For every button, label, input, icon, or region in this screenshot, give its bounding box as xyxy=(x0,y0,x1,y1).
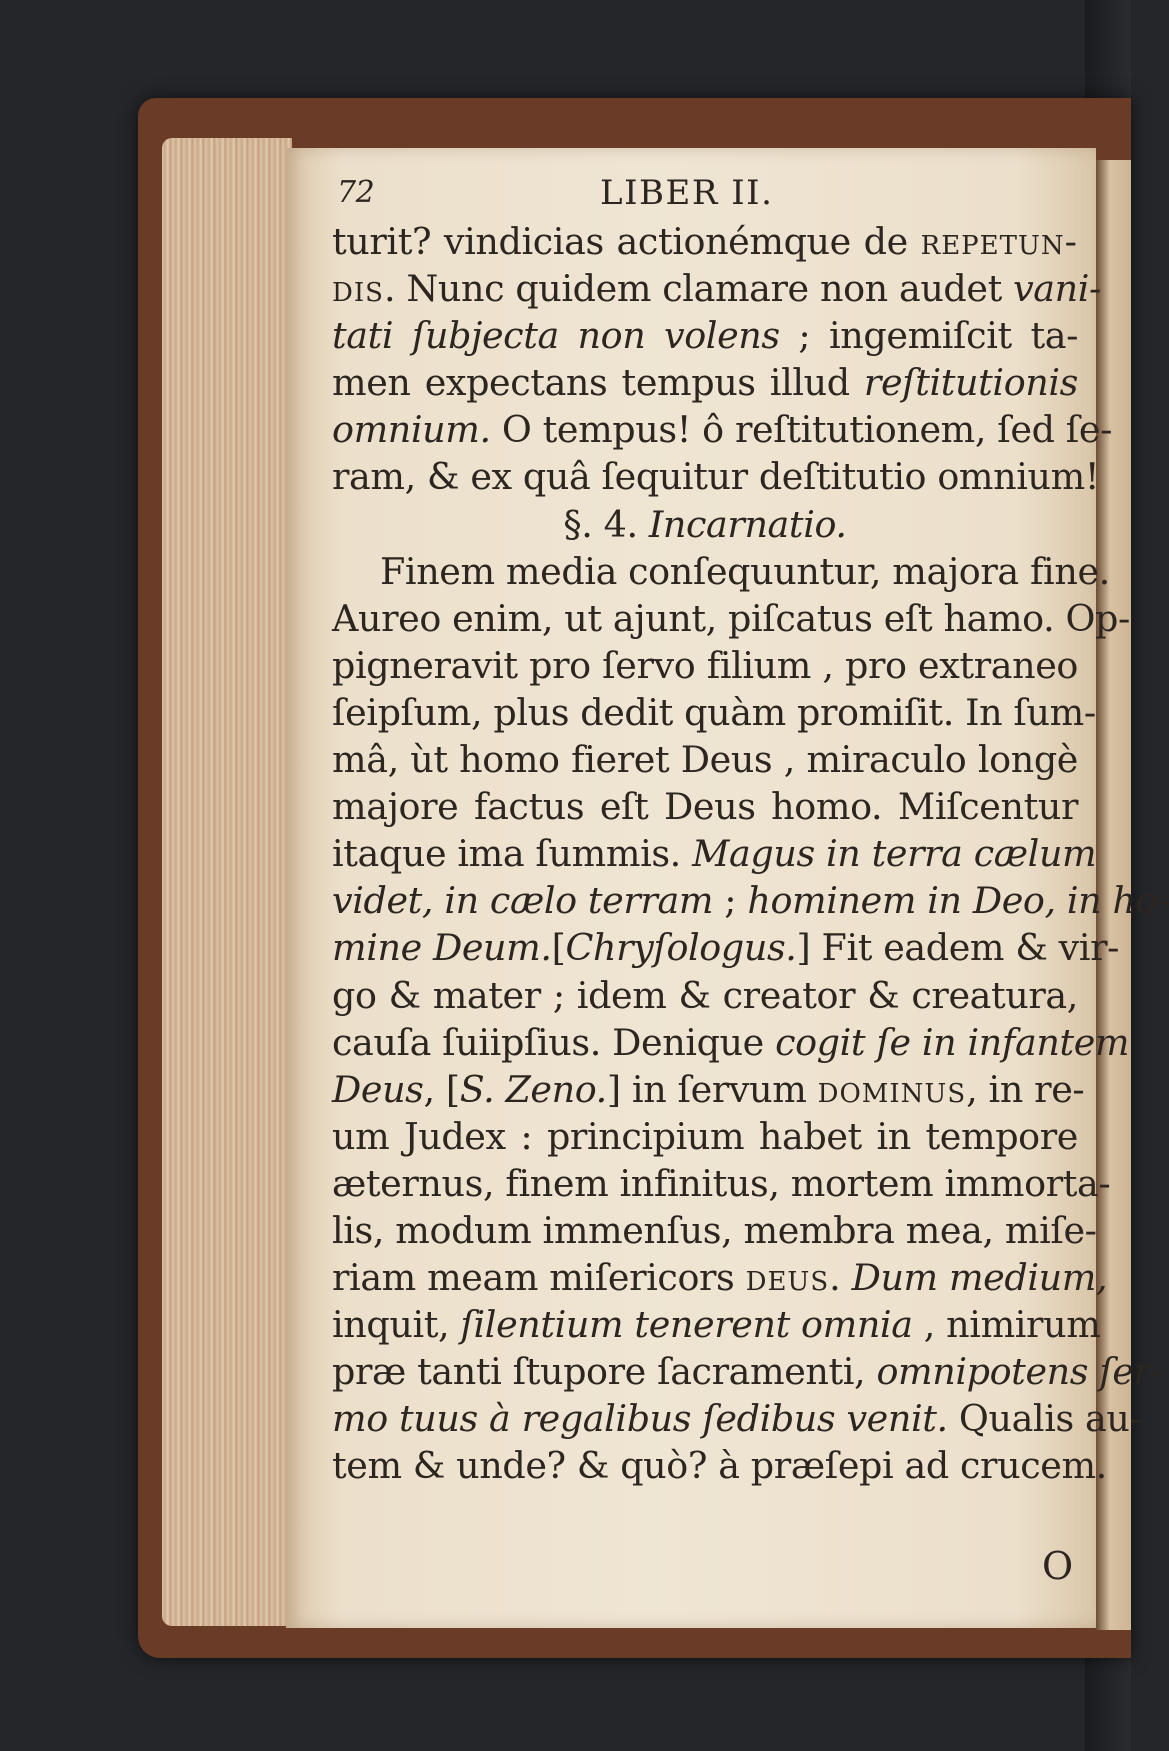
text-line xyxy=(332,924,1120,971)
text-run: ; xyxy=(713,879,748,923)
text-run: men expectans tempus illud xyxy=(332,361,864,405)
text-run: tati ſubjecta non volens xyxy=(332,314,780,358)
section-title: Incarnatio. xyxy=(648,502,847,546)
text-run: cogit ſe in infantem xyxy=(775,1020,1130,1064)
text-line xyxy=(332,1019,1130,1066)
text-run: ram, & ex quâ ſequitur deſtitutio omnium! xyxy=(332,455,1100,499)
text-run: dominus xyxy=(817,1067,967,1111)
section-heading xyxy=(332,501,1078,548)
text-run: Deus xyxy=(332,1067,424,1111)
text-run: ; ingemiſcit ta- xyxy=(779,314,1079,358)
text-run: S. Zeno. xyxy=(459,1067,607,1111)
text-line xyxy=(332,218,1078,265)
text-run: omnium. xyxy=(332,408,491,452)
text-run: [ xyxy=(551,926,566,970)
text-line xyxy=(332,736,1078,783)
text-line xyxy=(332,783,1078,830)
text-run: . xyxy=(829,1256,852,1300)
text-line xyxy=(332,1348,1163,1395)
text-line xyxy=(332,972,1078,1019)
text-run: deus xyxy=(745,1256,830,1300)
text-run: majore factus eſt Deus homo. Miſcentur xyxy=(332,785,1078,829)
text-run: turit? vindicias actionémque de xyxy=(332,220,921,263)
text-run: reſtitutionis xyxy=(863,361,1078,405)
text-line xyxy=(332,1395,1142,1442)
text-run: pigneravit pro ſervo filium , pro extraneo xyxy=(332,643,1078,687)
text-line xyxy=(332,1442,1107,1489)
text-line xyxy=(332,312,1078,359)
text-line xyxy=(332,359,1078,406)
text-run: cauſa ſuiipſius. Denique xyxy=(332,1020,776,1064)
text-line xyxy=(332,642,1078,689)
text-run: lis, modum immenſus, membra mea, miſe- xyxy=(332,1208,1097,1252)
text-line xyxy=(332,830,1097,877)
text-run: Aureo enim, ut ajunt, piſcatus eſt hamo. Op- xyxy=(332,596,1130,640)
text-line xyxy=(332,877,1169,924)
text-run: , nimirum xyxy=(912,1303,1101,1347)
page-text-block xyxy=(332,168,1169,1490)
text-run: dis xyxy=(332,267,384,311)
text-run: videt, in cælo terram xyxy=(332,879,714,923)
text-line xyxy=(332,1160,1111,1207)
text-run: , in re- xyxy=(966,1067,1085,1111)
text-line xyxy=(332,548,1110,595)
text-run: go & mater ; idem & creator & creatura, xyxy=(332,973,1078,1017)
text-run: repetun- xyxy=(920,220,1078,263)
text-run: Dum medium, xyxy=(851,1256,1108,1300)
text-run: , [ xyxy=(423,1067,460,1111)
text-run: . Nunc quidem clamare non audet xyxy=(383,267,1014,311)
catchword: O xyxy=(1042,1544,1074,1588)
text-run: um Judex : principium habet in tempore xyxy=(332,1114,1078,1158)
body-text xyxy=(332,218,1169,1490)
text-run: vani- xyxy=(1013,267,1101,311)
text-run: ſeipſum, plus dedit quàm promiſit. In ſum- xyxy=(332,690,1096,734)
text-run: mine Deum. xyxy=(332,926,552,970)
text-line xyxy=(332,1066,1085,1113)
text-line xyxy=(332,1254,1108,1301)
text-run: mo tuus à regalibus ſedibus venit. xyxy=(332,1397,948,1441)
text-run: inquit, xyxy=(332,1303,461,1347)
text-line xyxy=(332,689,1096,736)
text-line xyxy=(332,406,1112,453)
text-line xyxy=(332,595,1130,642)
text-line xyxy=(332,1207,1097,1254)
text-run: hominem in Deo, in ho- xyxy=(747,879,1169,923)
text-run: ] Fit eadem & vir- xyxy=(796,926,1120,970)
text-run: ] in ſervum xyxy=(606,1067,818,1111)
page-edges xyxy=(162,138,292,1626)
text-run: riam meam miſericors xyxy=(332,1256,746,1300)
text-run: æternus, finem infinitus, mortem immorta- xyxy=(332,1161,1111,1205)
text-line xyxy=(332,453,1100,500)
text-run: ſilentium tenerent omnia xyxy=(460,1303,913,1347)
text-run: O tempus! ô reſtitutionem, ſed ſe- xyxy=(490,408,1112,452)
text-run: Qualis au- xyxy=(947,1397,1142,1441)
text-run: Finem media conſequuntur, majora fine. xyxy=(380,549,1110,593)
text-line xyxy=(332,1113,1078,1160)
section-number: §. 4. xyxy=(563,502,649,546)
text-run: Chryſologus. xyxy=(565,926,797,970)
page-header xyxy=(332,168,1078,218)
text-run: omnipotens ſer- xyxy=(876,1350,1163,1394)
text-run: mâ, ùt homo fieret Deus , miraculo longè xyxy=(332,738,1078,782)
running-head: LIBER II. xyxy=(600,173,774,213)
page-number: 72 xyxy=(337,175,375,210)
text-line xyxy=(332,1301,1101,1348)
text-run: tem & unde? & quò? à præſepi ad crucem. xyxy=(332,1444,1107,1488)
text-line xyxy=(332,265,1101,312)
text-run: Magus in terra cælum xyxy=(692,832,1097,876)
text-run: præ tanti ſtupore ſacramenti, xyxy=(332,1350,877,1394)
text-run: itaque ima ſummis. xyxy=(332,832,693,876)
